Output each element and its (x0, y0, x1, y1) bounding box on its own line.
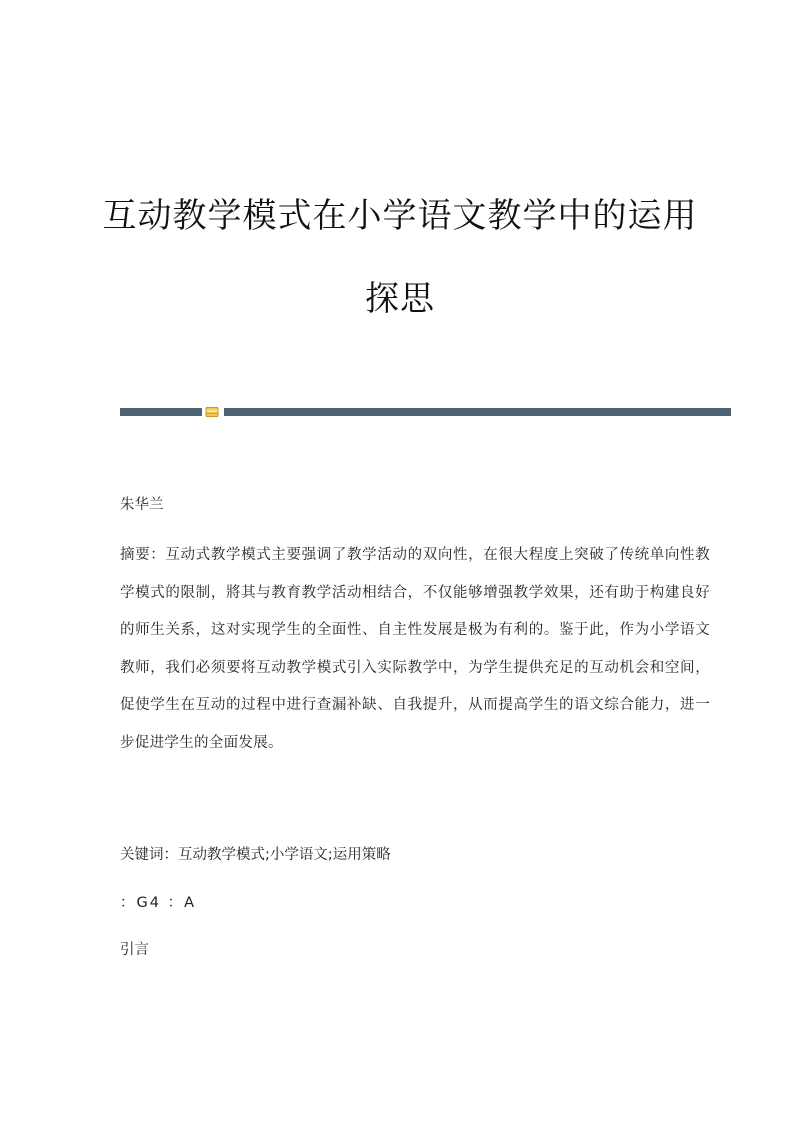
envelope-icon (205, 406, 219, 418)
title-divider-right (224, 408, 731, 416)
title-divider-left (120, 408, 202, 416)
keywords-line: 关键词：互动教学模式;小学语文;运用策略 (120, 847, 391, 863)
paper-title-line-2: 探思 (365, 279, 435, 319)
section-heading-introduction: 引言 (120, 942, 149, 958)
abstract-paragraph: 摘要：互动式教学模式主要强调了教学活动的双向性，在很大程度上突破了传统单向性教学模式的限制，將其与教育教学活动相结合，不仅能够增强教学效果，还有助于构建良好的师生关系，这对实现学生的全面性、自主性发展是极为有利的。鉴于此，作为小学语文教师，我们必须要将互动教学模式引入实际教学中，为学生提供充足的互动机会和空间，促使学生在互动的过程中进行查漏补缺、自我提升，从而提高学生的语文综合能力，进一步促进学生的全面发展。 (120, 547, 710, 751)
classification-line: ：G4 ：A (120, 895, 196, 911)
paper-title-line-1: 互动教学模式在小学语文教学中的运用 (102, 196, 698, 236)
author-name: 朱华兰 (120, 497, 164, 513)
